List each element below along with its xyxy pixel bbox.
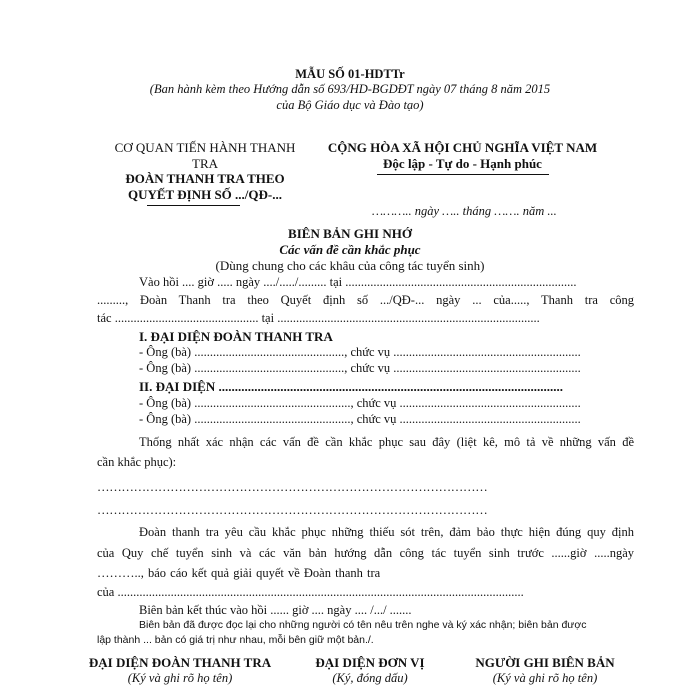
motto: Độc lập - Tự do - Hạnh phúc: [383, 156, 542, 171]
team-line-2: QUYẾT ĐỊNH SỐ .../QĐ-...: [128, 187, 282, 202]
section-2-row-2: - Ông (bà) .................................................., chức vụ ..........................................................: [139, 412, 581, 426]
agency-line-1: CƠ QUAN TIẾN HÀNH THANH: [114, 140, 296, 155]
team-line-1: ĐOÀN THANH TRA THEO: [125, 171, 285, 186]
dots-line-2: ……………………………………………………………………………………: [97, 503, 488, 517]
read-line-1: Biên bản đã được đọc lại cho những người có tên nêu trên nghe và ký xác nhận; biên bản được: [139, 619, 587, 631]
date-line: ……….. ngày ….. tháng ……. năm ...: [372, 204, 557, 218]
intro-line-2: ........., Đoàn Thanh tra theo Quyết định số .../QĐ-... ngày ... của....., Thanh tra công: [97, 293, 634, 307]
dots-line-1: ……………………………………………………………………………………: [97, 480, 488, 494]
doc-subtitle: Các vấn đề cần khắc phục: [279, 242, 421, 257]
signature-note-inspection: (Ký và ghi rõ họ tên): [127, 671, 233, 685]
signature-note-unit: (Ký, đóng dấu): [332, 671, 408, 685]
doc-title: BIÊN BẢN GHI NHỚ: [288, 226, 412, 241]
request-line-2: của Quy chế tuyển sinh và các văn bản hướng dẫn công tác tuyển sinh trước ......giờ .....ngày: [97, 546, 634, 560]
nation-name: CỘNG HÒA XÃ HỘI CHỦ NGHĨA VIỆT NAM: [327, 140, 598, 155]
agency-line-2: TRA: [192, 156, 218, 171]
section-1-heading: I. ĐẠI DIỆN ĐOÀN THANH TRA: [139, 329, 333, 344]
agree-line-2: cần khắc phục):: [97, 455, 177, 469]
end-line: Biên bản kết thúc vào hồi ...... giờ .... ngày .... /.../ .......: [139, 603, 412, 617]
intro-line-3: tác .............................................. tại ....................................................................................: [97, 311, 540, 325]
motto-underline: [377, 174, 549, 175]
section-2-row-1: - Ông (bà) .................................................., chức vụ ..........................................................: [139, 396, 581, 410]
signature-title-recorder: NGƯỜI GHI BIÊN BẢN: [475, 655, 615, 670]
doc-scope: (Dùng chung cho các khâu của công tác tuyển sinh): [215, 258, 485, 273]
issued-note-1: (Ban hành kèm theo Hướng dẫn số 693/HD-BGDĐT ngày 07 tháng 8 năm 2015: [149, 82, 551, 96]
signature-note-recorder: (Ký và ghi rõ họ tên): [492, 671, 598, 685]
agree-line-1: Thống nhất xác nhận các vấn đề cần khắc phục sau đây (liệt kê, mô tả về những vấn đề: [139, 435, 634, 449]
left-header-underline: [147, 205, 240, 206]
request-line-1: Đoàn thanh tra yêu cầu khắc phục những thiếu sót trên, đảm bảo thực hiện đúng quy định: [139, 525, 634, 539]
intro-line-1: Vào hồi .... giờ ..... ngày ..../...../......... tại ..........................................................................: [139, 275, 577, 289]
section-1-row-2: - Ông (bà) ................................................, chức vụ ............................................................: [139, 361, 581, 375]
section-2-heading: II. ĐẠI DIỆN ..........................................................................................................: [139, 379, 563, 394]
request-line-4: của ..................................................................................................................................: [97, 585, 524, 599]
section-1-row-1: - Ông (bà) ................................................, chức vụ ............................................................: [139, 345, 581, 359]
form-code: MẪU SỐ 01-HDTTr: [295, 67, 405, 81]
request-line-3: ……….., báo cáo kết quả giải quyết về Đoàn thanh tra: [97, 566, 381, 580]
signature-title-inspection: ĐẠI DIỆN ĐOÀN THANH TRA: [88, 655, 272, 670]
issued-note-2: của Bộ Giáo dục và Đào tạo): [276, 98, 424, 112]
read-line-2: lập thành ... bản có giá trị như nhau, mỗi bên giữ một bản./.: [97, 634, 374, 646]
signature-title-unit: ĐẠI DIỆN ĐƠN VỊ: [315, 655, 425, 670]
